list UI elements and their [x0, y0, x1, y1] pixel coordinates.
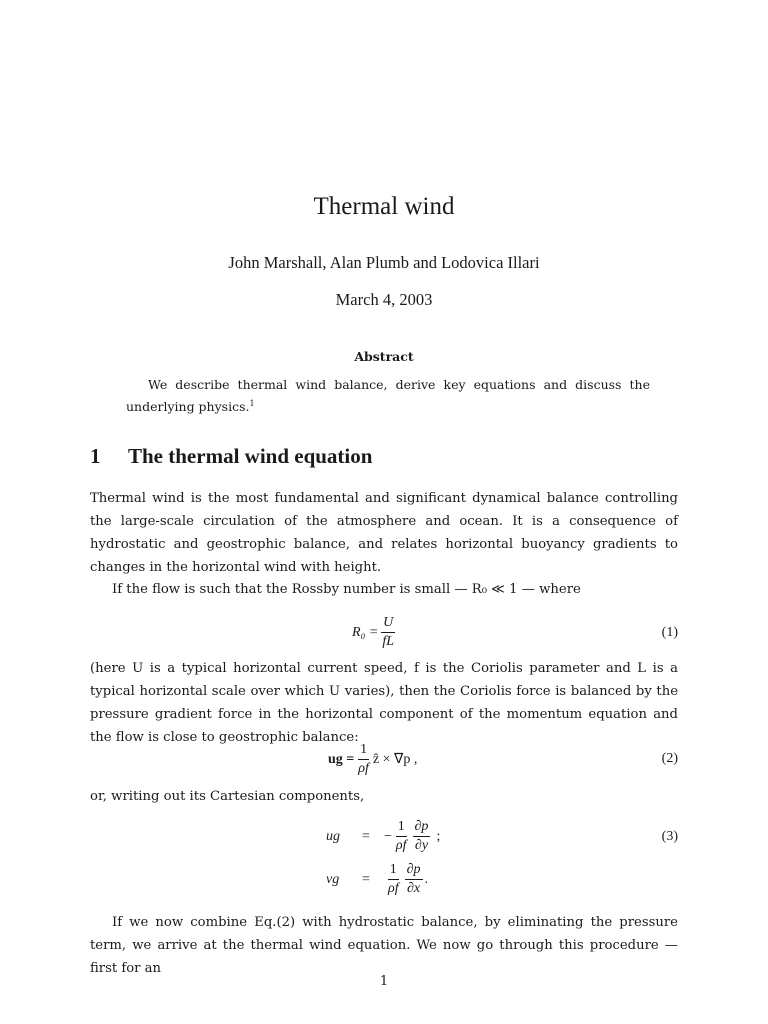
- equation-2-number: (2): [661, 751, 678, 766]
- eq3-row2-den1: ρf: [388, 881, 399, 896]
- eq3-row1-fraction-2: [413, 818, 431, 855]
- eq1-fraction: [380, 614, 396, 651]
- section-heading: [90, 444, 372, 469]
- eq3-row2-fraction-1: [386, 861, 401, 898]
- eq2-lhs: ug =: [328, 751, 355, 767]
- section-number: 1: [90, 444, 101, 468]
- eq3-row1-num2: ∂p: [413, 818, 431, 837]
- publication-date: March 4, 2003: [335, 290, 433, 309]
- eq3-row1-tail: ;: [436, 828, 441, 844]
- paragraph-5: If we now combine Eq.(2) with hydrostatic balance, by eliminating the pressure term, we arrive at the thermal wind equation. We now go through this procedure — first for an: [90, 915, 678, 976]
- eq3-row1-sign: −: [384, 828, 392, 844]
- eq3-row2-tail: .: [424, 871, 429, 887]
- paragraph-1: Thermal wind is the most fundamental and significant dynamical balance controlling the large-scale circulation of the atmosphere and ocean. It is a consequence of hydrostatic and geostrophic balance, and relates horizontal buoyancy gradients to changes in the horizontal wind with height.: [90, 491, 678, 575]
- eq3-row2-num1: 1: [388, 861, 399, 880]
- equation-1-number: (1): [661, 625, 678, 640]
- eq3-row1-equals: =: [362, 828, 370, 844]
- eq2-numerator: 1: [358, 741, 369, 760]
- footnote-marker[interactable]: 1: [249, 398, 255, 408]
- paragraph-4: or, writing out its Cartesian components,: [90, 789, 365, 804]
- eq2-denominator: ρf: [358, 761, 369, 776]
- paragraph-2: If the flow is such that the Rossby number is small — R₀ ≪ 1 — where: [112, 582, 581, 597]
- eq3-row2-equals: =: [362, 871, 370, 887]
- eq3-row1-den2: ∂y: [414, 838, 429, 853]
- eq3-row1-fraction-1: [394, 818, 409, 855]
- equation-3-row-1: [326, 818, 440, 855]
- eq1-numerator: U: [381, 614, 395, 633]
- paragraph-3: (here U is a typical horizontal current speed, f is the Coriolis parameter and L is a typical horizontal scale over which U varies), then the Coriolis force is balanced by the pressure gradient force in the horizontal component of the momentum equation and the flow is close to geostrophic balance:: [90, 661, 678, 745]
- equation-3-row-2: [326, 861, 428, 898]
- equation-3-number: (3): [661, 829, 678, 844]
- eq1-lhs: R₀ =: [352, 624, 379, 640]
- eq3-row1-lhs: ug: [326, 828, 340, 844]
- equation-1: [352, 614, 398, 651]
- eq3-row1-den1: ρf: [395, 838, 407, 853]
- eq2-fraction: [356, 741, 371, 778]
- paper-title: Thermal wind: [313, 193, 455, 220]
- abstract-text: [126, 374, 650, 418]
- abstract-body: We describe thermal wind balance, derive key equations and discuss the underlying physics.: [126, 377, 650, 414]
- equation-2: [328, 741, 417, 778]
- eq1-denominator: fL: [382, 634, 395, 649]
- page-number: 1: [379, 974, 389, 989]
- abstract-heading: Abstract: [354, 349, 414, 364]
- eq2-rhs: ẑ × ∇p ,: [372, 752, 418, 767]
- eq3-row2-num2: ∂p: [405, 861, 423, 880]
- eq3-row1-num1: 1: [396, 818, 407, 837]
- eq3-row2-den2: ∂x: [407, 881, 421, 896]
- eq3-row2-lhs: vg: [326, 871, 340, 887]
- section-title: The thermal wind equation: [128, 444, 373, 468]
- eq3-row2-fraction-2: [405, 861, 423, 898]
- author-list: John Marshall, Alan Plumb and Lodovica Illari: [228, 253, 540, 272]
